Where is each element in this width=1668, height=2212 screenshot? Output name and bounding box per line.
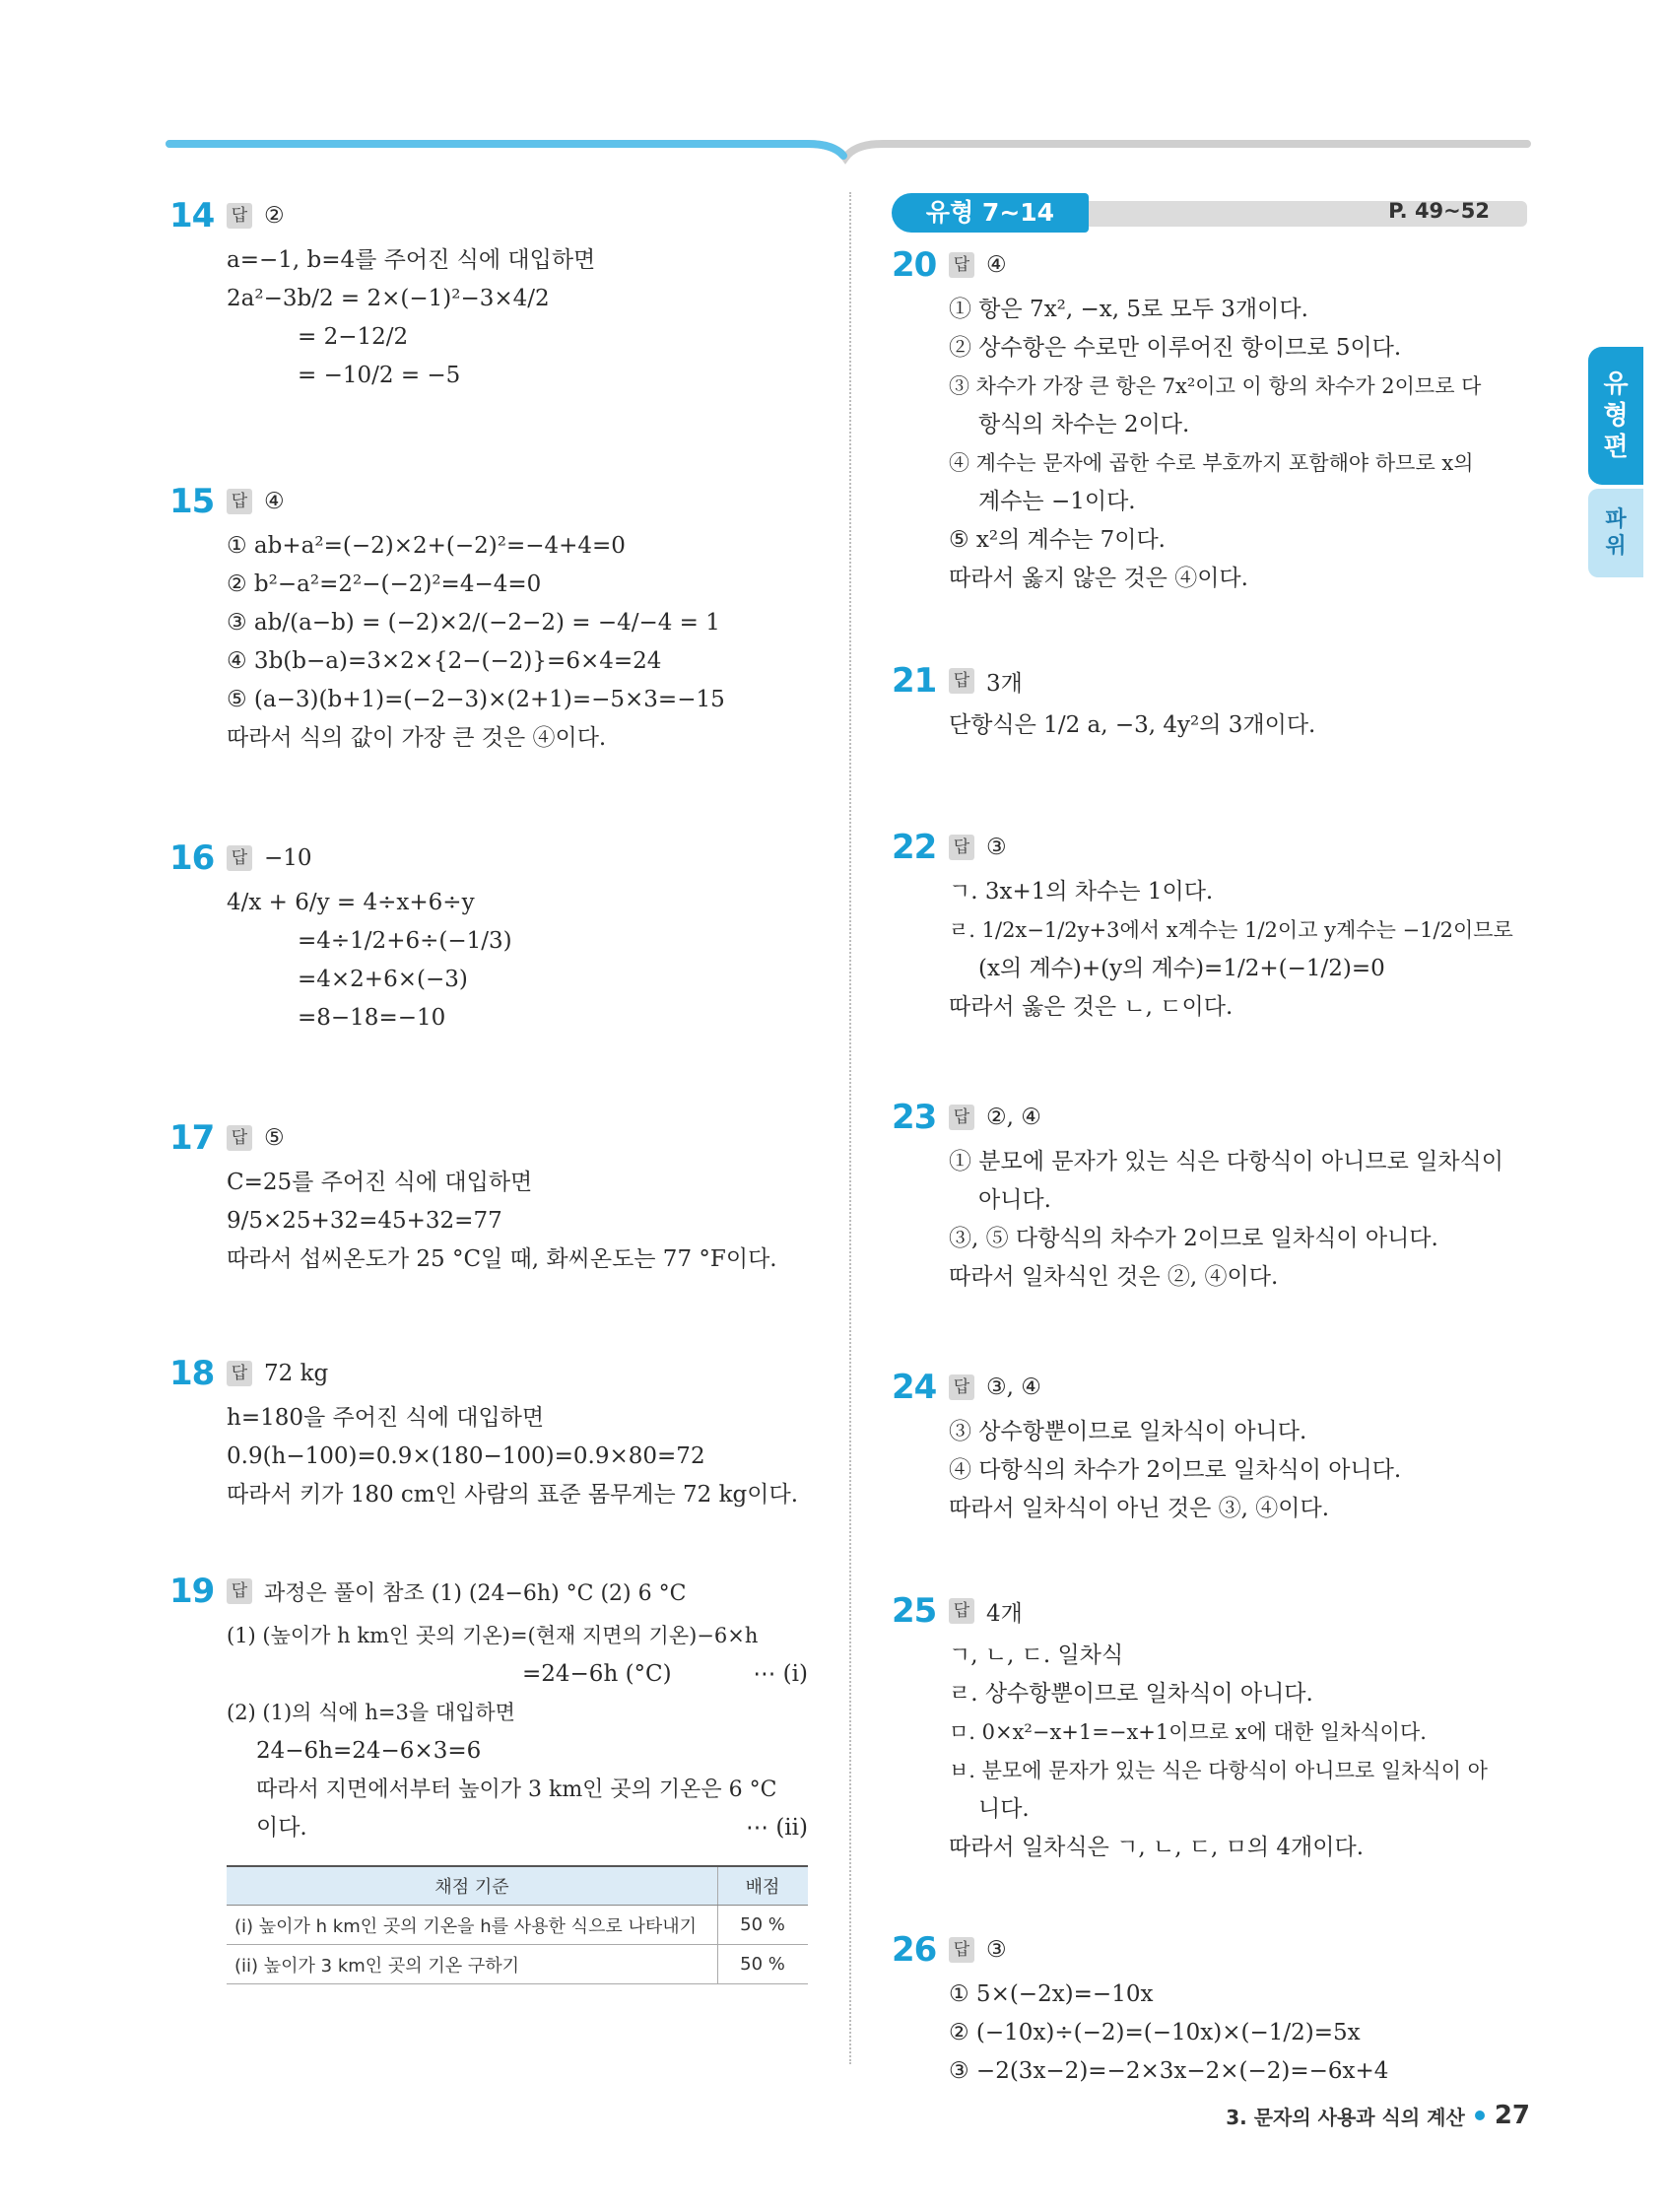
solution-line-text: 이다. xyxy=(256,1815,307,1841)
side-tab-char: 파 xyxy=(1605,507,1627,532)
solution-line: a=−1, b=4를 주어진 식에 대입하면 xyxy=(227,247,596,273)
side-tab-main[interactable] xyxy=(1588,347,1643,485)
problem-number: 23 xyxy=(892,1098,937,1137)
answer-value: ③, ④ xyxy=(986,1374,1041,1400)
solution-line: ⑤ (a−3)(b+1)=(−2−3)×(2+1)=−5×3=−15 xyxy=(227,687,725,712)
solution-line: =4÷1/2+6÷(−1/3) xyxy=(298,928,512,954)
problem-number: 26 xyxy=(892,1930,937,1970)
solution-line: 따라서 일차식인 것은 ②, ④이다. xyxy=(949,1264,1279,1290)
solution-line: ③ −2(3x−2)=−2×3x−2×(−2)=−6x+4 xyxy=(949,2058,1389,2084)
solution-line: =4×2+6×(−3) xyxy=(298,967,468,992)
solution-line: = −10/2 = −5 xyxy=(298,363,461,388)
answer-value: ⑤ xyxy=(264,1125,285,1151)
solution-line xyxy=(227,1809,808,1847)
answer-value: ②, ④ xyxy=(986,1105,1041,1130)
table-cell: (ii) 높이가 3 km인 곳의 기온 구하기 xyxy=(227,1945,718,1984)
solution-line: 따라서 지면에서부터 높이가 3 km인 곳의 기온은 6 °C xyxy=(256,1777,777,1802)
answer-value: ② xyxy=(264,203,285,229)
answer-badge: 답 xyxy=(227,1361,252,1386)
solution-line: 따라서 키가 180 cm인 사람의 표준 몸무게는 72 kg이다. xyxy=(227,1482,799,1508)
step-marker: ⋯ (i) xyxy=(753,1661,808,1687)
problem-number: 24 xyxy=(892,1368,937,1407)
solution-line: ㅂ. 분모에 문자가 있는 식은 다항식이 아니므로 일차식이 아 xyxy=(949,1759,1488,1782)
problem-17 xyxy=(169,1112,820,1279)
solution-line: h=180을 주어진 식에 대입하면 xyxy=(227,1405,545,1431)
answer-badge: 답 xyxy=(227,1578,252,1604)
problem-25 xyxy=(892,1585,1527,1867)
solution-line: ④ 다항식의 차수가 2이므로 일차식이 아니다. xyxy=(949,1457,1402,1483)
solution-line: ② (−10x)÷(−2)=(−10x)×(−1/2)=5x xyxy=(949,2020,1361,2045)
solution-line: 0.9(h−100)=0.9×(180−100)=0.9×80=72 xyxy=(227,1443,705,1469)
chapter-title: 3. 문자의 사용과 식의 계산 xyxy=(1226,2105,1465,2129)
answer-badge: 답 xyxy=(949,252,974,278)
answer-value: 4개 xyxy=(986,1600,1023,1627)
solution-line: (2) (1)의 식에 h=3을 대입하면 xyxy=(227,1701,515,1724)
answer-value: ③ xyxy=(986,1937,1007,1963)
side-tab-sub[interactable] xyxy=(1588,489,1643,577)
problem-number: 16 xyxy=(169,838,215,878)
solution-line: 따라서 식의 값이 가장 큰 것은 ④이다. xyxy=(227,725,607,751)
problem-number: 17 xyxy=(169,1118,215,1158)
problem-15 xyxy=(169,476,820,758)
page-number: 27 xyxy=(1494,2101,1530,2130)
problem-21 xyxy=(892,655,1527,745)
table-cell: 50 % xyxy=(718,1906,809,1945)
problem-number: 20 xyxy=(892,245,937,285)
column-divider xyxy=(849,192,851,2064)
answer-value: ③ xyxy=(986,835,1007,860)
side-tab[interactable] xyxy=(1588,347,1643,577)
solution-line: 24−6h=24−6×3=6 xyxy=(256,1738,482,1764)
solution-line-expr: =24−6h (°C) xyxy=(522,1661,672,1687)
answer-badge: 답 xyxy=(227,203,252,229)
answer-badge: 답 xyxy=(949,1937,974,1963)
solution-line: 9/5×25+32=45+32=77 xyxy=(227,1208,502,1234)
left-column xyxy=(169,182,820,1984)
solution-line: ③ 차수가 가장 큰 항은 7x²이고 이 항의 차수가 2이므로 다 xyxy=(949,374,1482,398)
answer-value: 72 kg xyxy=(264,1361,329,1386)
solution-line: 따라서 섭씨온도가 25 °C일 때, 화씨온도는 77 °F이다. xyxy=(227,1246,777,1272)
table-row xyxy=(227,1906,808,1945)
solution-line: (x의 계수)+(y의 계수)=1/2+(−1/2)=0 xyxy=(978,956,1385,981)
solution-line: ② b²−a²=2²−(−2)²=4−4=0 xyxy=(227,571,542,597)
solution-line: ③ ab/(a−b) = (−2)×2/(−2−2) = −4/−4 = 1 xyxy=(227,610,720,636)
problem-number: 15 xyxy=(169,482,215,521)
solution-line xyxy=(227,1655,808,1694)
side-tab-char: 유 xyxy=(1603,369,1629,399)
problem-number: 22 xyxy=(892,828,937,867)
step-marker: ⋯ (ii) xyxy=(746,1815,808,1841)
answer-badge: 답 xyxy=(949,1105,974,1130)
table-cell: (i) 높이가 h km인 곳의 기온을 h를 사용한 식으로 나타내기 xyxy=(227,1906,718,1945)
table-cell: 50 % xyxy=(718,1945,809,1984)
header-decoration xyxy=(0,0,1668,168)
solution-line: 따라서 일차식이 아닌 것은 ③, ④이다. xyxy=(949,1496,1330,1521)
solution-line: ③ 상수항뿐이므로 일차식이 아니다. xyxy=(949,1419,1307,1444)
solution-line: (1) (높이가 h km인 곳의 기온)=(현재 지면의 기온)−6×h xyxy=(227,1624,759,1647)
solution-line: 아니다. xyxy=(978,1187,1051,1213)
solution-line: ① ab+a²=(−2)×2+(−2)²=−4+4=0 xyxy=(227,533,626,559)
answer-value: 3개 xyxy=(986,670,1023,697)
page-reference: P. 49~52 xyxy=(1388,199,1490,223)
answer-badge: 답 xyxy=(227,1125,252,1151)
problem-number: 21 xyxy=(892,661,937,701)
scoring-table xyxy=(227,1865,808,1984)
answer-badge: 답 xyxy=(227,845,252,871)
solution-line: ㄹ. 1/2x−1/2y+3에서 x계수는 1/2이고 y계수는 −1/2이므로 xyxy=(949,918,1513,942)
side-tab-char: 편 xyxy=(1603,433,1629,462)
right-column xyxy=(892,239,1527,2091)
answer-value: ④ xyxy=(986,252,1007,278)
answer-badge: 답 xyxy=(227,489,252,514)
solution-line: ③, ⑤ 다항식의 차수가 2이므로 일차식이 아니다. xyxy=(949,1226,1438,1251)
solution-line: 단항식은 1/2 a, −3, 4y²의 3개이다. xyxy=(949,712,1316,738)
table-header: 배점 xyxy=(718,1866,809,1906)
answer-value: ④ xyxy=(264,489,285,514)
bullet-icon xyxy=(1475,2111,1485,2120)
solution-line: ⑤ x²의 계수는 7이다. xyxy=(949,527,1166,553)
page-footer xyxy=(1226,2101,1530,2130)
solution-line: 따라서 일차식은 ㄱ, ㄴ, ㄷ, ㅁ의 4개이다. xyxy=(949,1835,1365,1860)
solution-line: = 2−12/2 xyxy=(298,324,409,350)
type-header xyxy=(892,193,1527,236)
problem-18 xyxy=(169,1348,820,1514)
table-header: 채점 기준 xyxy=(227,1866,718,1906)
solution-line: ④ 계수는 문자에 곱한 수로 부호까지 포함해야 하므로 x의 xyxy=(949,451,1474,475)
problem-22 xyxy=(892,822,1527,1027)
answer-badge: 답 xyxy=(949,1598,974,1624)
type-header-label: 유형 7~14 xyxy=(892,193,1089,233)
solution-line: ② 상수항은 수로만 이루어진 항이므로 5이다. xyxy=(949,335,1402,361)
problem-24 xyxy=(892,1362,1527,1528)
answer-value: 과정은 풀이 참조 (1) (24−6h) °C (2) 6 °C xyxy=(264,1580,687,1606)
solution-line: ① 5×(−2x)=−10x xyxy=(949,1981,1154,2007)
side-tab-char: 형 xyxy=(1603,401,1629,431)
solution-line: 항식의 차수는 2이다. xyxy=(978,412,1190,437)
solution-line: 2a²−3b/2 = 2×(−1)²−3×4/2 xyxy=(227,286,550,311)
answer-badge: 답 xyxy=(949,1374,974,1400)
problem-number: 18 xyxy=(169,1354,215,1393)
solution-line: 니다. xyxy=(978,1796,1030,1822)
solution-line: 따라서 옳지 않은 것은 ④이다. xyxy=(949,566,1248,591)
solution-line: ① 분모에 문자가 있는 식은 다항식이 아니므로 일차식이 xyxy=(949,1149,1503,1174)
solution-line: ㄹ. 상수항뿐이므로 일차식이 아니다. xyxy=(949,1681,1313,1707)
solution-line: 계수는 −1이다. xyxy=(978,489,1136,514)
problem-number: 25 xyxy=(892,1591,937,1631)
problem-number: 14 xyxy=(169,196,215,235)
solution-line: =8−18=−10 xyxy=(298,1005,446,1031)
problem-23 xyxy=(892,1092,1527,1297)
table-row xyxy=(227,1945,808,1984)
problem-14 xyxy=(169,190,820,395)
solution-line: ① 항은 7x², −x, 5로 모두 3개이다. xyxy=(949,297,1308,322)
solution-line: ㄱ. 3x+1의 차수는 1이다. xyxy=(949,879,1214,905)
solution-line: ㅁ. 0×x²−x+1=−x+1이므로 x에 대한 일차식이다. xyxy=(949,1720,1427,1744)
solution-line: ④ 3b(b−a)=3×2×{2−(−2)}=6×4=24 xyxy=(227,648,662,674)
problem-19 xyxy=(169,1566,820,1984)
side-tab-char: 위 xyxy=(1605,534,1627,559)
problem-number: 19 xyxy=(169,1572,215,1611)
answer-value: −10 xyxy=(264,845,312,871)
solution-line: ㄱ, ㄴ, ㄷ. 일차식 xyxy=(949,1642,1124,1668)
problem-26 xyxy=(892,1924,1527,2091)
problem-20 xyxy=(892,239,1527,598)
problem-16 xyxy=(169,833,820,1038)
solution-line: C=25를 주어진 식에 대입하면 xyxy=(227,1170,533,1195)
solution-line: 4/x + 6/y = 4÷x+6÷y xyxy=(227,890,475,915)
solution-line: 따라서 옳은 것은 ㄴ, ㄷ이다. xyxy=(949,994,1234,1020)
answer-badge: 답 xyxy=(949,835,974,860)
answer-badge: 답 xyxy=(949,668,974,694)
